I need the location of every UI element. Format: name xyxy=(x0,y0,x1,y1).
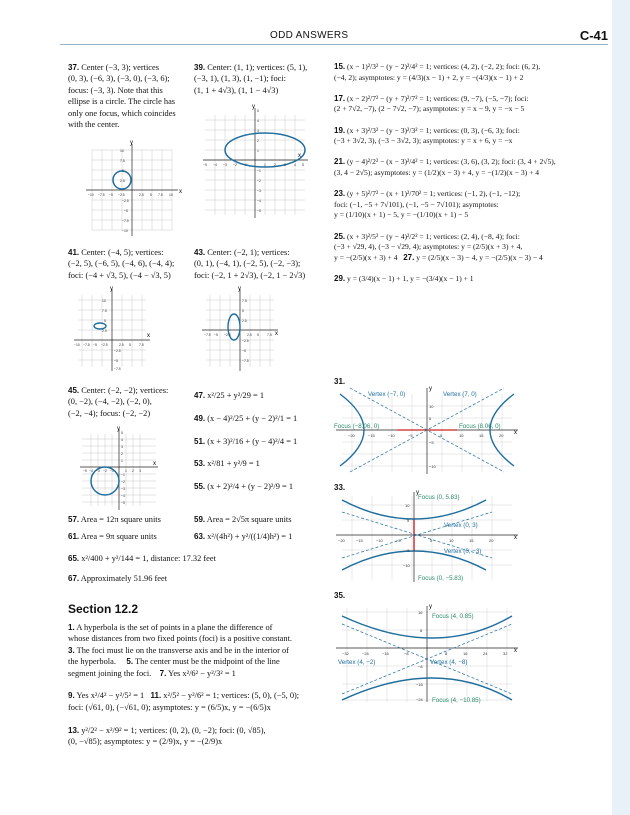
answer-63 xyxy=(194,531,292,542)
focus-label: Focus (0, 5.83) xyxy=(418,494,460,501)
answer-61 xyxy=(68,531,157,542)
answer-number: 23. xyxy=(334,189,346,199)
answer-text: the hyperbola. xyxy=(68,657,116,667)
answer-number: 45. xyxy=(68,386,80,395)
svg-text:−10: −10 xyxy=(74,343,80,347)
answer-line: only one focus, which coincides xyxy=(68,108,176,118)
svg-text:2: 2 xyxy=(132,469,134,473)
answer-43 xyxy=(194,247,305,281)
answer-number: 41. xyxy=(68,248,80,257)
answer-number: 29. xyxy=(334,273,346,283)
svg-text:−2.5: −2.5 xyxy=(122,199,129,203)
svg-text:−3: −3 xyxy=(257,189,261,193)
answer-number: 1. xyxy=(68,623,75,632)
svg-text:−7.5: −7.5 xyxy=(204,333,211,337)
svg-text:2: 2 xyxy=(274,163,276,167)
svg-text:−4: −4 xyxy=(121,494,125,498)
svg-text:5: 5 xyxy=(150,193,152,197)
svg-text:2.5: 2.5 xyxy=(247,333,252,337)
svg-text:15: 15 xyxy=(479,433,484,438)
answer-number: 13. xyxy=(68,725,80,735)
svg-text:−15: −15 xyxy=(356,538,363,543)
answer-line: y = −(2/5)(x + 3) + 4 xyxy=(334,252,398,262)
svg-text:−5: −5 xyxy=(214,333,218,337)
answer-number: 37. xyxy=(68,63,80,72)
svg-text:10: 10 xyxy=(449,538,454,543)
answer-text: whose distances from two fixed points (foci) is a positive constant. xyxy=(68,634,292,644)
vertex-label: Vertex (4, −8) xyxy=(430,659,468,666)
answer-line: foci: (−1, −5 + 7√101), (−1, −5 − 7√101); asymptotes: xyxy=(334,199,499,209)
svg-text:−2.5: −2.5 xyxy=(242,339,249,343)
svg-text:2.5: 2.5 xyxy=(119,343,124,347)
answer-45 xyxy=(68,385,168,419)
svg-text:−2: −2 xyxy=(121,480,125,484)
svg-text:−7.5: −7.5 xyxy=(114,367,121,371)
svg-text:2.5: 2.5 xyxy=(139,193,144,197)
answer-line: Center (−3, 3); vertices xyxy=(81,63,159,72)
answer-number: 39. xyxy=(194,63,206,72)
y-axis-label: y xyxy=(429,604,432,610)
graph-39 xyxy=(200,100,310,225)
svg-text:−2.5: −2.5 xyxy=(101,343,108,347)
svg-text:−2.5: −2.5 xyxy=(114,349,121,353)
x-axis-label: x xyxy=(298,153,301,159)
answer-number: 11. xyxy=(150,691,162,701)
running-header: ODD ANSWERS xyxy=(270,30,349,41)
answer-35-number xyxy=(334,590,345,601)
svg-text:−10: −10 xyxy=(403,563,410,568)
graph-41 xyxy=(72,285,152,375)
answer-line: (−4, 2); asymptotes: y = (4/3)(x − 1) + 2, y = −(4/3)(x − 1) + 2 xyxy=(334,72,524,82)
svg-text:7.5: 7.5 xyxy=(102,309,107,313)
focus-label: Focus (8.06, 0) xyxy=(459,423,501,430)
svg-text:−7.5: −7.5 xyxy=(122,219,129,223)
x-axis-label: x xyxy=(514,648,517,654)
answer-67 xyxy=(68,573,167,584)
x-axis-label: x xyxy=(179,189,182,195)
svg-text:1: 1 xyxy=(264,163,266,167)
answer-text: Approximately 51.96 feet xyxy=(80,574,168,583)
answer-text: foci: (√61, 0), (−√61, 0); asymptotes: y = (6/5)x, y = −(6/5)x xyxy=(68,702,271,712)
svg-text:1: 1 xyxy=(125,469,127,473)
answer-text: The center must be the midpoint of the line xyxy=(135,657,280,667)
answer-number: 19. xyxy=(334,125,346,135)
answer-number: 15. xyxy=(334,62,346,71)
svg-text:−5: −5 xyxy=(121,501,125,505)
answer-number: 65. xyxy=(68,554,80,563)
answer-text: x²/400 + y²/144 = 1, distance: 17.32 feet xyxy=(81,554,216,563)
answer-line: (x + 3)²/3² − (y − 3)²/3² = 1; vertices: (0, 3), (−6, 3); foci: xyxy=(347,125,520,135)
section-answers xyxy=(68,622,299,747)
svg-text:−1: −1 xyxy=(121,473,125,477)
svg-text:7.5: 7.5 xyxy=(267,333,272,337)
graph-33 xyxy=(332,490,522,585)
svg-text:−16: −16 xyxy=(382,651,389,656)
answer-line: (0, 3), (−6, 3), (−3, 0), (−3, 6); xyxy=(68,74,170,84)
answer-text: Area = 2√5π square units xyxy=(206,515,292,524)
svg-text:7.5: 7.5 xyxy=(120,159,125,163)
focus-label: Focus (0, −5.83) xyxy=(418,575,464,582)
svg-text:−1: −1 xyxy=(243,163,247,167)
answer-number: 67. xyxy=(68,574,80,583)
svg-text:8: 8 xyxy=(445,651,448,656)
focus-label: Focus (4, −10.85) xyxy=(432,697,481,704)
answer-line: focus: (−3, 3). Note that this xyxy=(68,85,163,95)
svg-text:1: 1 xyxy=(121,459,123,463)
svg-text:−2: −2 xyxy=(233,163,237,167)
graph-31 xyxy=(332,386,522,476)
x-axis-label: x xyxy=(275,331,278,337)
svg-text:10: 10 xyxy=(169,193,173,197)
svg-text:−10: −10 xyxy=(376,538,383,543)
header-rule xyxy=(60,44,608,45)
answer-number: 47. xyxy=(194,391,206,400)
svg-text:2: 2 xyxy=(121,452,123,456)
y-axis-label: y xyxy=(252,104,255,110)
svg-text:5: 5 xyxy=(430,538,433,543)
y-axis-label: y xyxy=(416,490,419,496)
svg-text:−3: −3 xyxy=(96,469,100,473)
svg-text:32: 32 xyxy=(503,651,508,656)
svg-text:5: 5 xyxy=(242,309,244,313)
answer-equation: (x − 4)²/25 + (y − 2)²/1 = 1 xyxy=(207,413,298,423)
vertex-label: Vertex (4, −2) xyxy=(338,659,376,666)
answer-text: (0, −√85); asymptotes: y = (2/9)x, y = −(2/9)x xyxy=(68,737,223,747)
answers-47-55 xyxy=(194,390,297,493)
svg-text:−3: −3 xyxy=(223,163,227,167)
svg-text:2.5: 2.5 xyxy=(242,319,247,323)
svg-text:1: 1 xyxy=(257,149,259,153)
answer-text: Area = 12π square units xyxy=(80,515,161,524)
answer-line: (−3 + 3√2, 3), (−3 − 3√2, 3); asymptotes: y = x + 6, y = −x xyxy=(334,136,513,146)
svg-text:−3: −3 xyxy=(121,487,125,491)
answer-number: 17. xyxy=(334,93,346,103)
svg-text:3: 3 xyxy=(257,129,259,133)
svg-text:−5: −5 xyxy=(429,440,434,445)
svg-text:−4: −4 xyxy=(257,199,261,203)
page-number: C-41 xyxy=(579,28,608,43)
answer-equation: x²/25 + y²/29 = 1 xyxy=(207,391,265,400)
svg-text:−10: −10 xyxy=(122,229,128,233)
answer-57 xyxy=(68,514,161,525)
vertex-label: Vertex (0, −3) xyxy=(444,548,482,555)
focus-label: Focus (−8.06, 0) xyxy=(334,423,380,430)
svg-text:20: 20 xyxy=(489,538,494,543)
answer-number: 31. xyxy=(334,377,346,386)
answer-line: Center: (−2, −2); vertices: xyxy=(81,386,169,395)
y-axis-label: y xyxy=(110,286,113,292)
svg-text:−5: −5 xyxy=(408,433,413,438)
svg-text:5: 5 xyxy=(122,169,124,173)
answer-line: y = (2/5)(x − 3) − 4, y = −(2/5)(x − 3) − 4 xyxy=(416,252,543,262)
svg-text:−10: −10 xyxy=(388,433,395,438)
answer-line: (0, −2), (−4, −2), (−2, 0), xyxy=(68,397,152,407)
answer-text: The foci must lie on the transverse axis and be in the interior of xyxy=(76,645,289,655)
svg-text:10: 10 xyxy=(429,404,434,409)
svg-text:−10: −10 xyxy=(429,464,436,469)
svg-text:5: 5 xyxy=(407,518,410,523)
graph-43 xyxy=(200,285,280,375)
answer-equation: x²/81 + y²/9 = 1 xyxy=(207,459,260,469)
svg-text:−5: −5 xyxy=(109,193,113,197)
graph-45 xyxy=(78,426,160,512)
vertex-label: Vertex (−7, 0) xyxy=(368,391,406,398)
graph-35 xyxy=(332,604,522,704)
svg-text:−7.5: −7.5 xyxy=(83,343,90,347)
answer-line: foci: (−4 + √3, 5), (−4 − √3, 5) xyxy=(68,270,171,280)
svg-text:−5: −5 xyxy=(203,163,207,167)
svg-text:5: 5 xyxy=(440,433,443,438)
svg-text:5: 5 xyxy=(129,343,131,347)
svg-text:−24: −24 xyxy=(362,651,369,656)
svg-text:−4: −4 xyxy=(89,469,93,473)
answer-text: Yes x²/6² − y²/3² = 1 xyxy=(168,668,236,678)
svg-text:5: 5 xyxy=(257,109,259,113)
svg-text:−8: −8 xyxy=(404,651,409,656)
x-axis-label: x xyxy=(147,333,150,339)
svg-text:16: 16 xyxy=(463,651,468,656)
svg-text:−2.5: −2.5 xyxy=(118,193,125,197)
svg-text:−10: −10 xyxy=(88,193,94,197)
svg-text:10: 10 xyxy=(120,149,124,153)
answer-line: (x − 1)²/3² − (y − 2)²/4² = 1; vertices: (4, 2), (−2, 2); foci: (6, 2), xyxy=(347,62,541,71)
answer-text: x²/5² − y²/6² = 1; vertices: (5, 0), (−5, 0); xyxy=(163,691,300,701)
svg-text:−7.5: −7.5 xyxy=(98,193,105,197)
answer-line: foci: (−2, 1 + 2√3), (−2, 1 − 2√3) xyxy=(194,270,306,280)
y-axis-label: y xyxy=(130,140,133,146)
svg-text:−2: −2 xyxy=(103,469,107,473)
svg-text:2.5: 2.5 xyxy=(102,329,107,333)
svg-text:−1: −1 xyxy=(110,469,114,473)
answer-line: (−2, 5), (−6, 5), (−4, 6), (−4, 4); xyxy=(68,259,175,269)
answer-number: 9. xyxy=(68,691,75,701)
y-axis-label: y xyxy=(117,426,120,432)
answer-line: (x − 2)²/7² − (y + 7)²/7² = 1; vertices: (9, −7), (−5, −7); foci: xyxy=(347,93,529,103)
svg-text:−5: −5 xyxy=(93,343,97,347)
svg-text:−2.5: −2.5 xyxy=(224,333,231,337)
answer-number: 3. xyxy=(68,645,75,655)
y-axis-label: y xyxy=(429,386,432,392)
answer-line: (3, 4 − 2√5); asymptotes: y = (1/2)(x − 3) + 4, y = −(1/2)(x − 3) + 4 xyxy=(334,167,540,177)
svg-text:−2: −2 xyxy=(257,179,261,183)
answer-line: Center: (1, 1); vertices: (5, 1), xyxy=(207,63,308,72)
svg-text:−1: −1 xyxy=(257,169,261,173)
svg-text:−20: −20 xyxy=(348,433,355,438)
answer-line: (2 + 7√2, −7), (2 − 7√2, −7); asymptotes: y = x − 9, y = −x − 5 xyxy=(334,104,525,114)
page-side-strip xyxy=(612,0,630,815)
answer-number: 49. xyxy=(194,413,206,423)
svg-text:5: 5 xyxy=(257,333,259,337)
vertex-label: Vertex (7, 0) xyxy=(443,391,477,398)
answer-number: 63. xyxy=(194,532,206,541)
svg-text:−8: −8 xyxy=(418,664,423,669)
svg-text:−5: −5 xyxy=(257,209,261,213)
answer-number: 57. xyxy=(68,515,80,524)
answer-41 xyxy=(68,247,174,281)
x-axis-label: x xyxy=(514,430,517,436)
answer-number: 61. xyxy=(68,532,80,541)
answer-line: ellipse is a circle. The circle has xyxy=(68,97,176,107)
answer-number: 51. xyxy=(194,436,206,446)
answer-equation: (x + 2)²/4 + (y − 2)²/9 = 1 xyxy=(207,482,294,492)
svg-text:3: 3 xyxy=(284,163,286,167)
answer-line: (0, 1), (−4, 1), (−2, 5), (−2, −3); xyxy=(194,259,301,269)
answer-line: (1, 1 + 4√3), (1, 1 − 4√3) xyxy=(194,85,279,95)
answer-number: 35. xyxy=(334,591,346,600)
svg-text:20: 20 xyxy=(499,433,504,438)
svg-text:15: 15 xyxy=(469,538,474,543)
svg-text:2: 2 xyxy=(257,139,259,143)
svg-text:5: 5 xyxy=(104,319,106,323)
svg-text:7.5: 7.5 xyxy=(139,343,144,347)
answer-number: 43. xyxy=(194,248,206,257)
answer-line: y = (3/4)(x − 1) + 1, y = −(3/4)(x − 1) + 1 xyxy=(347,273,474,283)
x-axis-label: x xyxy=(514,535,517,541)
answer-text: y²/2² − x²/9² = 1; vertices: (0, 2), (0, −2); foci: (0, √85), xyxy=(81,725,266,735)
answer-line: with the center. xyxy=(68,120,120,130)
answer-line: (−3, 1), (1, 3), (1, −1); foci: xyxy=(194,74,287,84)
svg-text:10: 10 xyxy=(405,503,410,508)
answer-65 xyxy=(68,553,216,564)
svg-text:−15: −15 xyxy=(368,433,375,438)
svg-text:−20: −20 xyxy=(338,538,345,543)
svg-text:−4: −4 xyxy=(213,163,217,167)
svg-text:−5: −5 xyxy=(242,349,246,353)
answer-number: 5. xyxy=(126,657,134,667)
svg-text:4: 4 xyxy=(257,119,259,123)
svg-text:5: 5 xyxy=(302,163,304,167)
answer-line: (y − 4)²/2² − (x − 3)²/4² = 1; vertices: (3, 6), (3, 2); foci: (3, 4 + 2√5), xyxy=(347,157,556,167)
answer-37 xyxy=(68,62,176,130)
svg-text:4: 4 xyxy=(294,163,296,167)
svg-text:−5: −5 xyxy=(124,209,128,213)
svg-text:7.5: 7.5 xyxy=(158,193,163,197)
answer-line: Center: (−2, 1); vertices: xyxy=(207,248,290,257)
section-title: Section 12.2 xyxy=(68,602,139,616)
answer-39 xyxy=(194,62,307,96)
answer-number: 27. xyxy=(403,252,415,262)
svg-text:−5: −5 xyxy=(405,548,410,553)
answer-equation: (x + 3)²/16 + (y − 4)²/4 = 1 xyxy=(207,436,298,446)
svg-text:10: 10 xyxy=(102,299,106,303)
svg-text:−7.5: −7.5 xyxy=(242,359,249,363)
answer-line: Center: (−4, 5); vertices: xyxy=(81,248,164,257)
answer-number: 7. xyxy=(159,668,167,678)
answer-text: Area = 9π square units xyxy=(80,532,157,541)
svg-text:−16: −16 xyxy=(416,682,423,687)
answer-line: (−3 + √29, 4), (−3 − √29, 4); asymptotes: y = (2/5)(x + 3) + 4, xyxy=(334,242,523,252)
answer-59 xyxy=(194,514,291,525)
svg-text:−32: −32 xyxy=(342,651,349,656)
answer-text: segment joining the foci. xyxy=(68,668,152,678)
svg-text:16: 16 xyxy=(418,610,423,615)
svg-text:−5: −5 xyxy=(114,359,118,363)
answer-number: 21. xyxy=(334,157,346,167)
svg-text:24: 24 xyxy=(483,651,488,656)
focus-label: Focus (4, 0.85) xyxy=(432,613,474,620)
svg-text:2.5: 2.5 xyxy=(120,179,125,183)
svg-text:3: 3 xyxy=(139,469,141,473)
svg-text:−5: −5 xyxy=(396,538,401,543)
svg-text:5: 5 xyxy=(429,416,432,421)
graph-37 xyxy=(82,140,182,240)
answer-number: 59. xyxy=(194,515,206,524)
svg-text:−5: −5 xyxy=(83,469,87,473)
svg-text:8: 8 xyxy=(420,628,423,633)
answer-line: (x + 3)²/5² − (y − 4)²/2² = 1; vertices: (2, 4), (−8, 4); foci: xyxy=(347,231,520,241)
svg-text:−24: −24 xyxy=(416,697,423,702)
answer-text: A hyperbola is the set of points in a plane the difference of xyxy=(76,623,273,632)
answer-line: y = (1/10)(x + 1) − 5, y = −(1/10)(x + 1) − 5 xyxy=(334,210,469,220)
answer-number: 55. xyxy=(194,482,206,492)
y-axis-label: y xyxy=(238,286,241,292)
vertex-label: Vertex (0, 3) xyxy=(444,522,478,529)
x-axis-label: x xyxy=(153,461,156,467)
answer-equation: x²/(4h²) + y²/((1/4)h²) = 1 xyxy=(207,532,293,541)
svg-text:7.5: 7.5 xyxy=(242,299,247,303)
answer-line: (−2, −4); focus: (−2, −2) xyxy=(68,408,151,418)
svg-text:3: 3 xyxy=(121,445,123,449)
answers-15-29 xyxy=(334,62,556,284)
answer-text: Yes x²/4² − y²/5² = 1 xyxy=(76,691,145,701)
answer-number: 25. xyxy=(334,231,346,241)
svg-text:10: 10 xyxy=(459,433,464,438)
svg-text:4: 4 xyxy=(121,438,123,442)
answer-number: 53. xyxy=(194,459,206,469)
answer-line: (y + 5)²/7² − (x + 1)²/70² = 1; vertices: (−1, 2), (−1, −12); xyxy=(347,189,521,199)
answer-number: 33. xyxy=(334,483,346,492)
svg-text:5: 5 xyxy=(121,431,123,435)
